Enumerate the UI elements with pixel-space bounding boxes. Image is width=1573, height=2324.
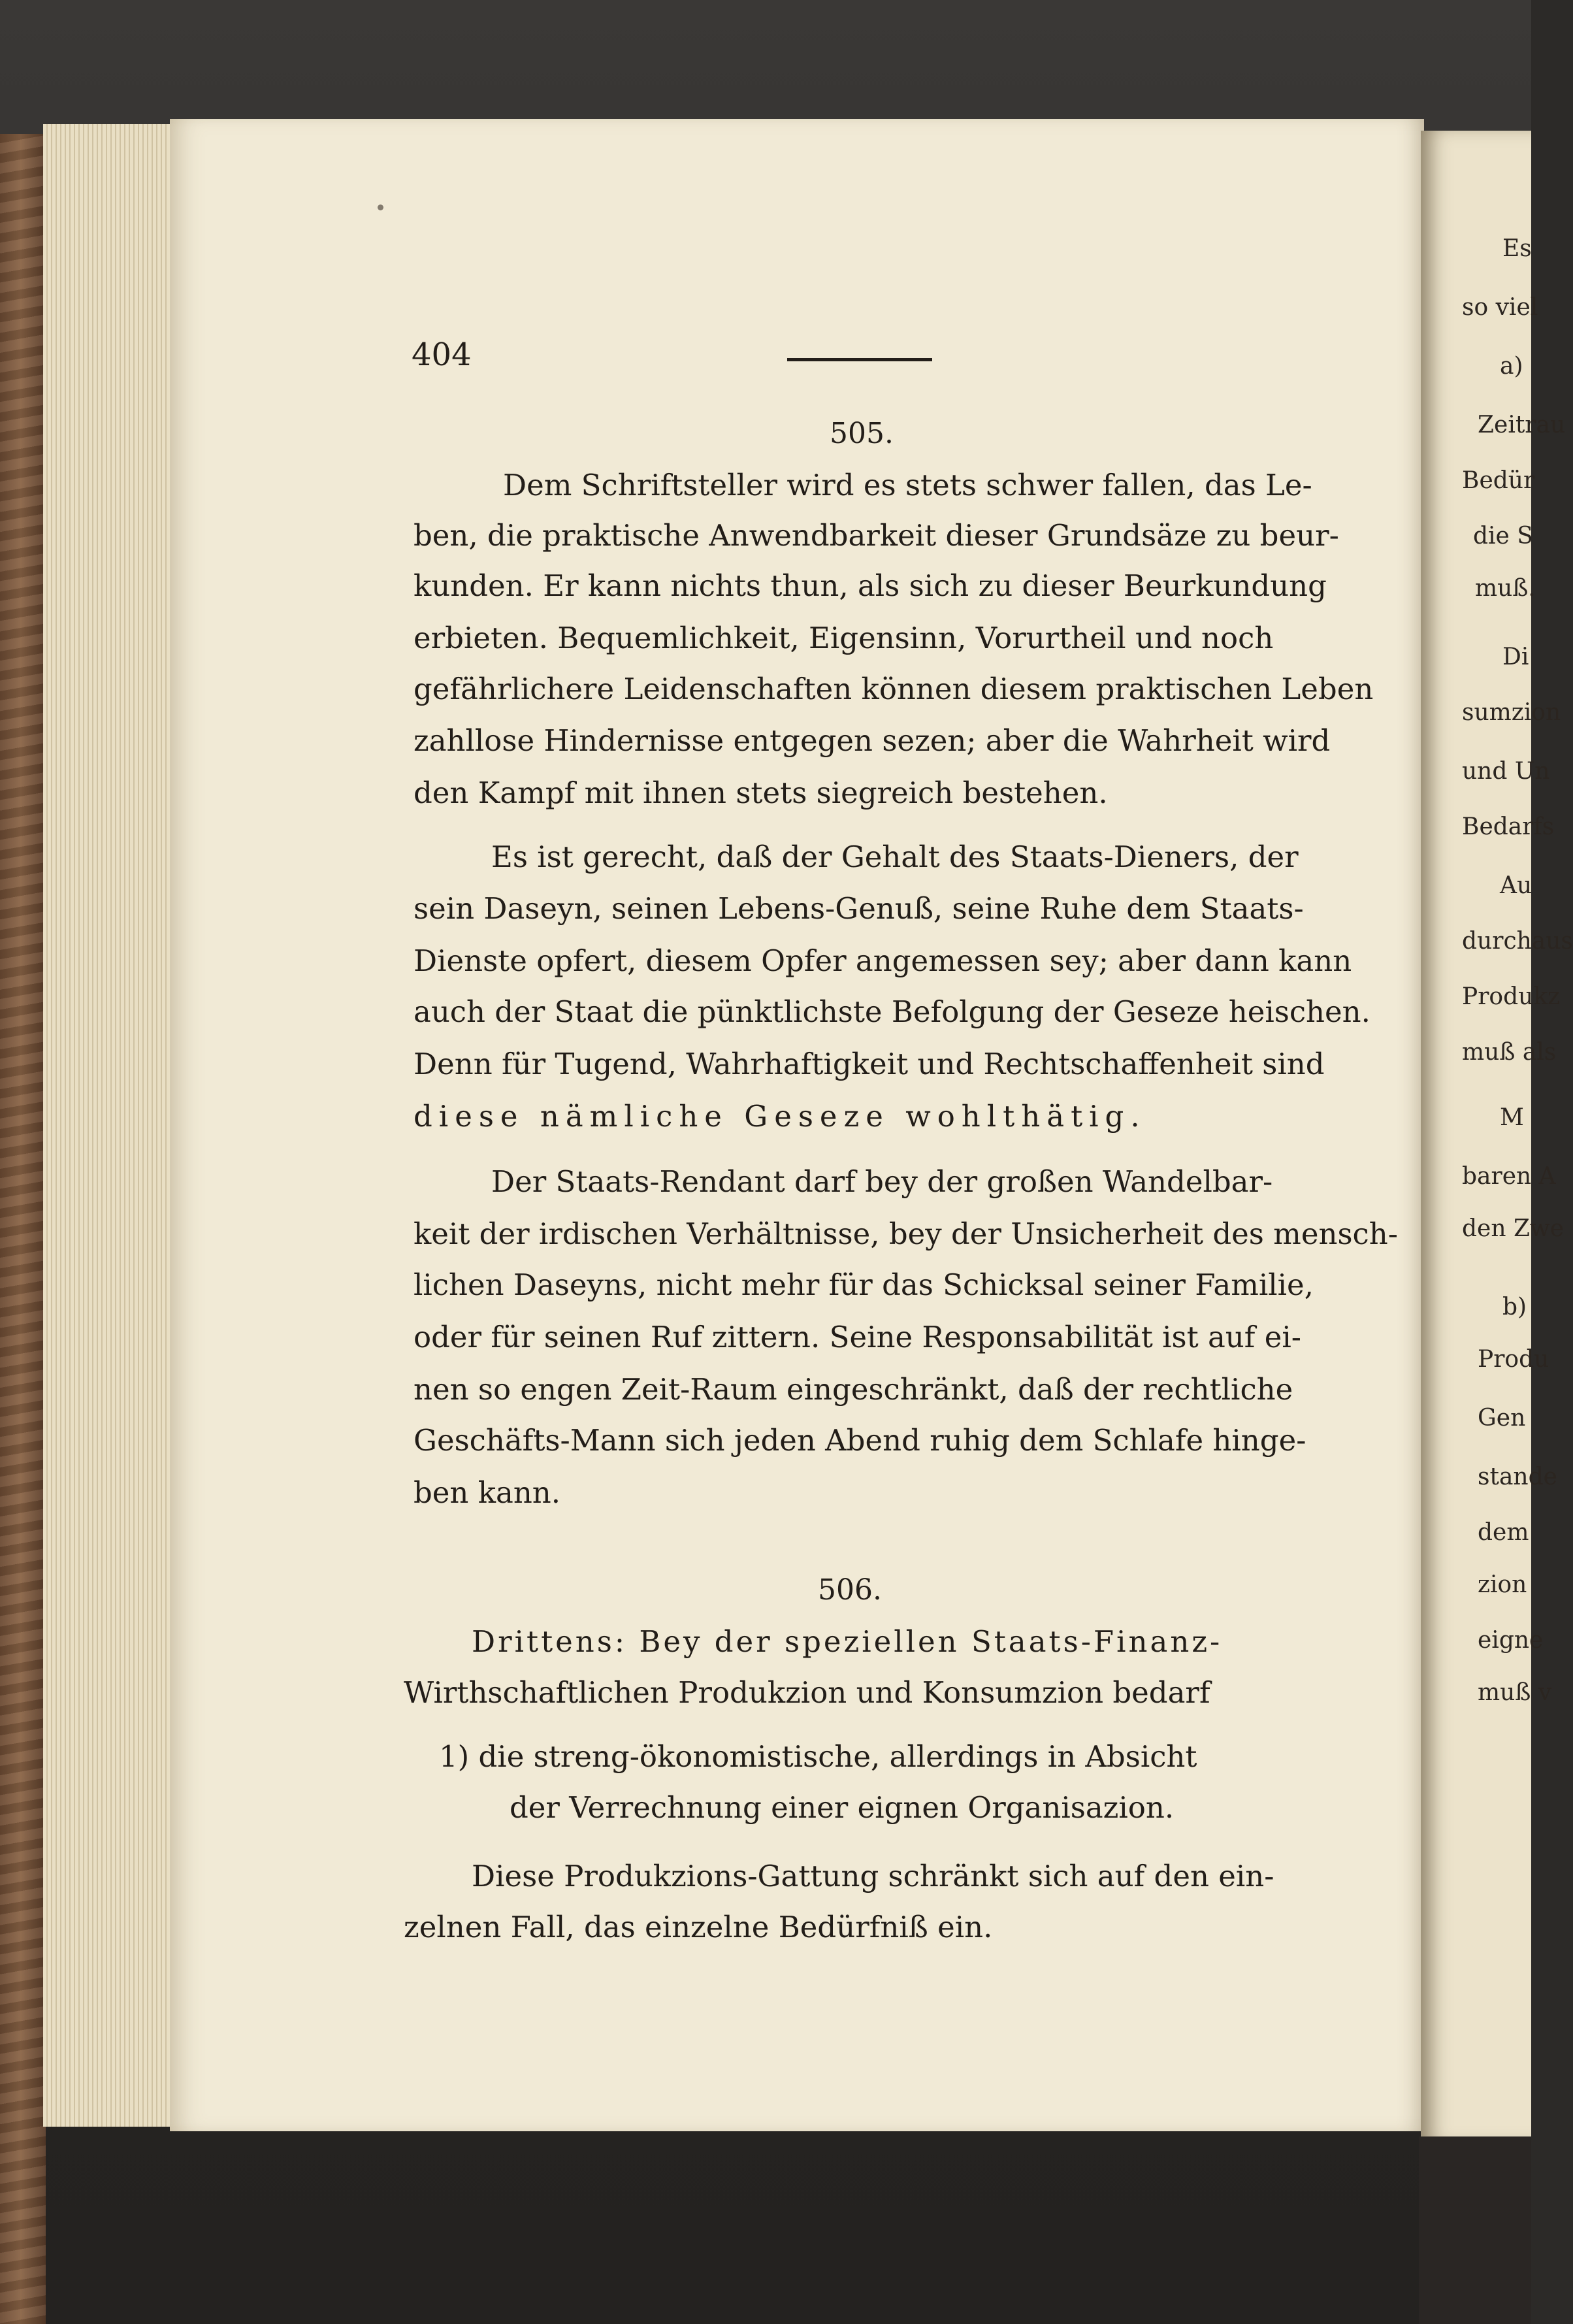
text-line: Diese Produkzions-Gattung schränkt sich auf den ein- xyxy=(472,1859,1274,1893)
page-number: 404 xyxy=(412,336,472,373)
facing-page-fragment: Zeitrau xyxy=(1478,412,1566,438)
text-line: Denn für Tugend, Wahrhaftigkeit und Rechtschaffenheit sind xyxy=(414,1047,1325,1081)
text-line: Es ist gerecht, daß der Gehalt des Staats-Dieners, der xyxy=(491,840,1299,874)
header-rule xyxy=(787,358,932,361)
facing-page-fragment: muß als xyxy=(1462,1039,1557,1066)
facing-page-fragment: die S xyxy=(1473,523,1533,549)
text-line: Drittens: Bey der speziellen Staats-Finanz- xyxy=(472,1624,1223,1659)
text-line: lichen Daseyns, nicht mehr für das Schicksal seiner Familie, xyxy=(414,1268,1314,1302)
facing-page-fragment: eigne xyxy=(1478,1627,1544,1654)
facing-page-fragment: Gen xyxy=(1478,1405,1526,1432)
text-line: Dienste opfert, diesem Opfer angemessen sey; aber dann kann xyxy=(414,943,1352,978)
text-line: sein Daseyn, seinen Lebens-Genuß, seine Ruhe dem Staats- xyxy=(414,891,1304,926)
facing-page-fragment: Au xyxy=(1500,872,1532,899)
facing-page xyxy=(1421,131,1573,2143)
facing-page-fragment: stande xyxy=(1478,1464,1557,1490)
book-cover-right xyxy=(1419,2136,1531,2324)
text-line: den Kampf mit ihnen stets siegreich bestehen. xyxy=(414,776,1108,810)
text-line: ben kann. xyxy=(414,1475,561,1510)
facing-page-fragment: muß. xyxy=(1475,575,1536,602)
facing-page-fragment: muß v xyxy=(1478,1679,1552,1706)
facing-page-fragment: Bedarfs xyxy=(1462,813,1555,840)
text-line: zelnen Fall, das einzelne Bedürfniß ein. xyxy=(404,1910,993,1944)
facing-page-fragment: M xyxy=(1500,1104,1524,1131)
facing-page-fragment: zion xyxy=(1478,1571,1527,1598)
facing-page-fragment: und Un xyxy=(1462,758,1550,785)
facing-page-fragment: Di xyxy=(1502,644,1529,670)
facing-page-fragment: dem xyxy=(1478,1519,1529,1546)
facing-page-fragment: a) xyxy=(1500,353,1523,380)
text-line: 1) die streng-ökonomistische, allerdings in Absicht xyxy=(439,1739,1197,1774)
text-line: auch der Staat die pünktlichste Befolgung der Geseze heischen. xyxy=(414,994,1370,1029)
section-number: 505. xyxy=(830,417,894,450)
text-line: Wirthschaftlichen Produkzion und Konsumzion bedarf xyxy=(404,1675,1210,1710)
page-edges xyxy=(43,124,174,2127)
facing-page-fragment: so viel xyxy=(1462,294,1538,321)
facing-page-fragment: durchaus xyxy=(1462,928,1573,955)
book-cover-left xyxy=(0,134,46,2324)
facing-page-fragment: b) xyxy=(1502,1294,1527,1320)
section-number: 506. xyxy=(818,1573,882,1607)
ink-speck xyxy=(378,205,383,210)
facing-page-fragment: Produ xyxy=(1478,1346,1549,1373)
text-line: gefährlichere Leidenschaften können diesem praktischen Leben xyxy=(414,672,1374,706)
facing-page-fragment: sumzion xyxy=(1462,699,1561,726)
text-line: diese nämliche Geseze wohlthätig. xyxy=(414,1099,1146,1134)
text-line: nen so engen Zeit-Raum eingeschränkt, daß der rechtliche xyxy=(414,1372,1293,1407)
text-line: erbieten. Bequemlichkeit, Eigensinn, Vorurtheil und noch xyxy=(414,621,1274,655)
text-line: ben, die praktische Anwendbarkeit dieser Grundsäze zu beur- xyxy=(414,518,1339,553)
text-line: keit der irdischen Verhältnisse, bey der Unsicherheit des mensch- xyxy=(414,1217,1398,1251)
text-line: oder für seinen Ruf zittern. Seine Responsabilität ist auf ei- xyxy=(414,1320,1301,1354)
text-line: zahllose Hindernisse entgegen sezen; aber die Wahrheit wird xyxy=(414,723,1331,758)
text-line: Geschäfts-Mann sich jeden Abend ruhig dem Schlafe hinge- xyxy=(414,1423,1306,1458)
text-line: kunden. Er kann nichts thun, als sich zu dieser Beurkundung xyxy=(414,568,1327,603)
facing-page-fragment: Bedür xyxy=(1462,467,1535,494)
text-line: Der Staats-Rendant darf bey der großen Wandelbar- xyxy=(491,1164,1273,1199)
text-line: Dem Schriftsteller wird es stets schwer fallen, das Le- xyxy=(503,468,1312,502)
facing-page-fragment: Produkz xyxy=(1462,983,1561,1010)
facing-page-fragment: baren A xyxy=(1462,1163,1556,1190)
facing-page-fragment: Es xyxy=(1502,235,1532,262)
text-line: der Verrechnung einer eignen Organisazion. xyxy=(510,1790,1175,1825)
facing-page-fragment: den Zwe xyxy=(1462,1215,1565,1242)
